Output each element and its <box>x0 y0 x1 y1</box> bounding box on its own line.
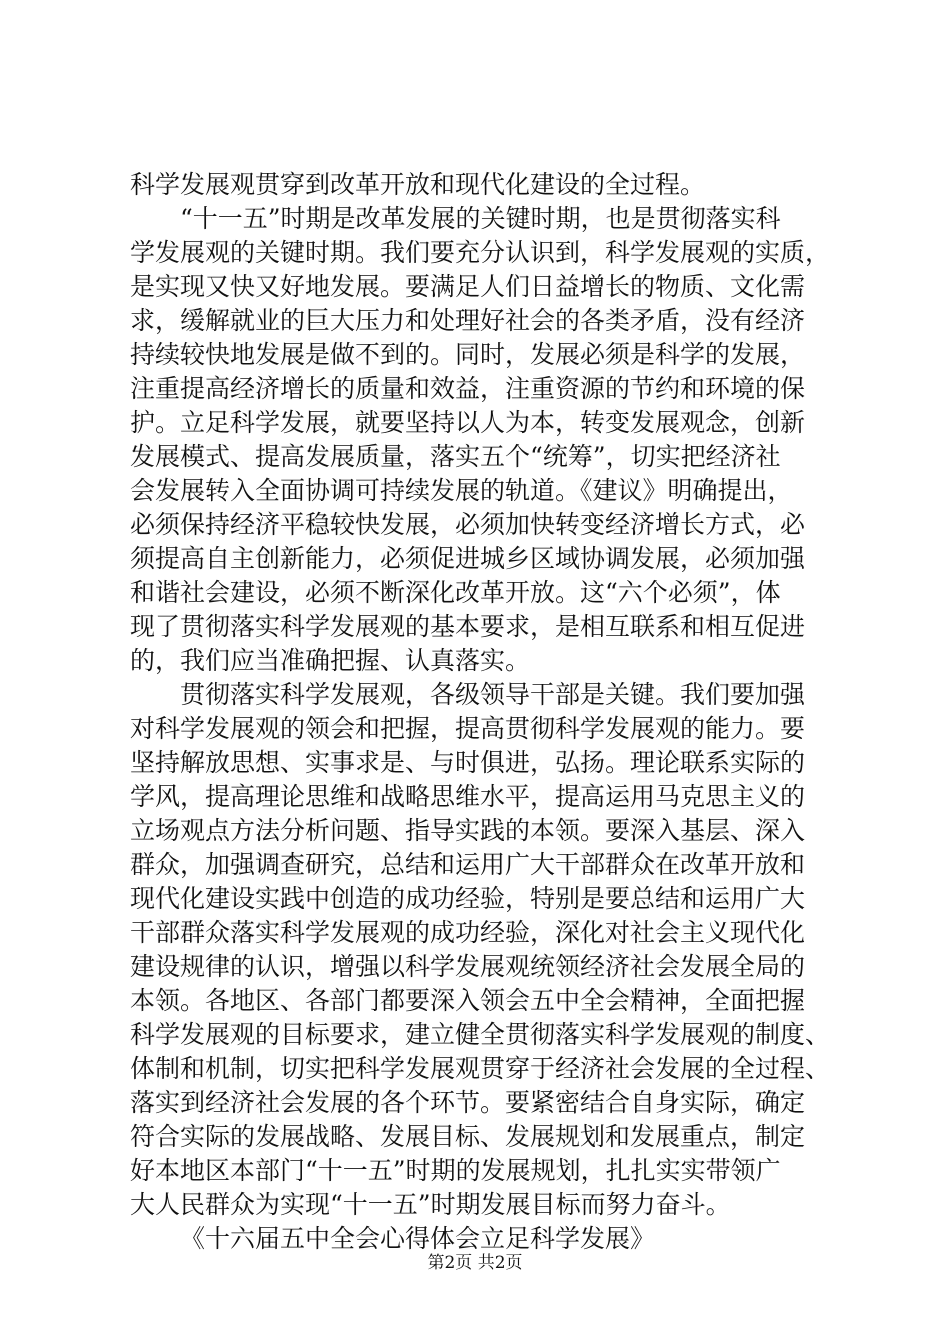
document-body <box>130 168 838 1256</box>
text-line: 群众，加强调查研究，总结和运用广大干部群众在改革开放和 <box>130 850 806 879</box>
text-line: 必须保持经济平稳较快发展，必须加快转变经济增长方式，必 <box>130 510 806 539</box>
text-line: 学发展观的关键时期。我们要充分认识到，科学发展观的实质， <box>130 238 831 267</box>
text-line: 落实到经济社会发展的各个环节。要紧密结合自身实际，确定 <box>130 1088 806 1117</box>
page-footer: 第2页 共2页 <box>427 1253 523 1273</box>
text-line: 现代化建设实践中创造的成功经验，特别是要总结和运用广大 <box>130 884 806 913</box>
text-line: 立场观点方法分析问题、指导实践的本领。要深入基层、深入 <box>130 816 806 845</box>
text-line: 持续较快地发展是做不到的。同时，发展必须是科学的发展， <box>130 340 806 369</box>
text-line: “十一五”时期是改革发展的关键时期，也是贯彻落实科 <box>180 204 781 233</box>
text-line: 科学发展观贯穿到改革开放和现代化建设的全过程。 <box>130 170 706 199</box>
text-line: 体制和机制，切实把科学发展观贯穿于经济社会发展的全过程、 <box>130 1054 831 1083</box>
text-line: 建设规律的认识，增强以科学发展观统领经济社会发展全局的 <box>130 952 806 981</box>
text-line: 和谐社会建设，必须不断深化改革开放。这“六个必须”，体 <box>130 578 781 607</box>
text-line: 求，缓解就业的巨大压力和处理好社会的各类矛盾，没有经济 <box>130 306 806 335</box>
text-line: 干部群众落实科学发展观的成功经验，深化对社会主义现代化 <box>130 918 806 947</box>
text-line: 本领。各地区、各部门都要深入领会五中全会精神，全面把握 <box>130 986 806 1015</box>
text-line: 贯彻落实科学发展观，各级领导干部是关键。我们要加强 <box>180 680 806 709</box>
text-line: 科学发展观的目标要求，建立健全贯彻落实科学发展观的制度、 <box>130 1020 831 1049</box>
text-line: 大人民群众为实现“十一五”时期发展目标而努力奋斗。 <box>130 1190 731 1219</box>
text-line: 符合实际的发展战略、发展目标、发展规划和发展重点，制定 <box>130 1122 806 1151</box>
text-line: 是实现又快又好地发展。要满足人们日益增长的物质、文化需 <box>130 272 806 301</box>
text-line: 会发展转入全面协调可持续发展的轨道。《建议》明确提出， <box>130 476 793 505</box>
text-line: 现了贯彻落实科学发展观的基本要求，是相互联系和相互促进 <box>130 612 806 641</box>
text-line: 坚持解放思想、实事求是、与时俱进，弘扬。理论联系实际的 <box>130 748 806 777</box>
text-line: 《十六届五中全会心得体会立足科学发展》 <box>180 1224 656 1253</box>
text-line: 对科学发展观的领会和把握，提高贯彻科学发展观的能力。要 <box>130 714 806 743</box>
text-line: 护。立足科学发展，就要坚持以人为本，转变发展观念，创新 <box>130 408 806 437</box>
text-line: 学风，提高理论思维和战略思维水平，提高运用马克思主义的 <box>130 782 806 811</box>
text-line: 发展模式、提高发展质量，落实五个“统筹”，切实把经济社 <box>130 442 781 471</box>
text-line: 好本地区本部门“十一五”时期的发展规划，扎扎实实带领广 <box>130 1156 781 1185</box>
text-line: 须提高自主创新能力，必须促进城乡区域协调发展，必须加强 <box>130 544 806 573</box>
text-line: 注重提高经济增长的质量和效益，注重资源的节约和环境的保 <box>130 374 806 403</box>
text-line: 的，我们应当准确把握、认真落实。 <box>130 646 531 675</box>
